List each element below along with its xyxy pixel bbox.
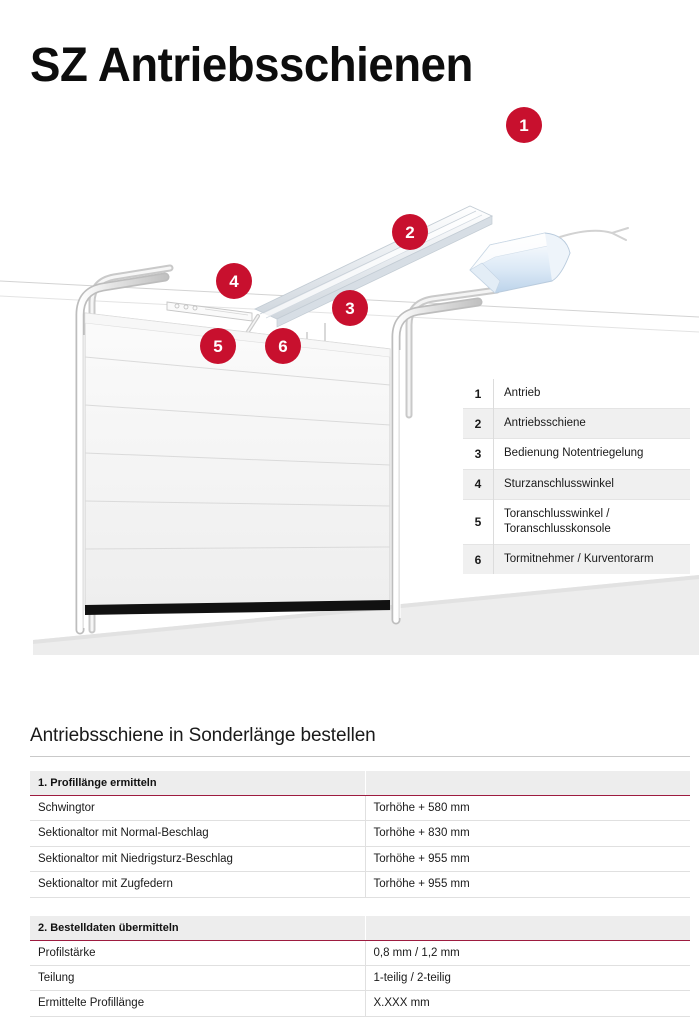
legend-row xyxy=(463,409,690,439)
legend-number: 3 xyxy=(463,439,494,469)
table-row xyxy=(30,846,690,871)
legend-label: Antriebsschiene xyxy=(494,409,691,439)
legend-label: Toranschlusswinkel / Toranschlusskonsole xyxy=(494,499,691,544)
page-title: SZ Antriebsschienen xyxy=(30,39,473,93)
table2-cell-value: 0,8 mm / 1,2 mm xyxy=(365,940,690,965)
callout-badge-3[interactable] xyxy=(332,290,368,326)
section-divider xyxy=(30,756,690,757)
table2-header-col2 xyxy=(365,916,690,941)
table-row xyxy=(30,940,690,965)
door-leaf xyxy=(85,313,390,615)
order-section-title: Antriebsschiene in Sonderlänge bestellen xyxy=(30,725,376,746)
table-header-row xyxy=(30,771,690,796)
table2-cell-value: X.XXX mm xyxy=(365,991,690,1016)
table1-cell-value: Torhöhe + 955 mm xyxy=(365,846,690,871)
table2-header-col1: 2. Bestelldaten übermitteln xyxy=(30,916,365,941)
table1-header-col1: 1. Profillänge ermitteln xyxy=(30,771,365,796)
lintel-bracket xyxy=(167,302,252,321)
callout-badge-4-number: 4 xyxy=(229,271,239,291)
legend-number: 5 xyxy=(463,499,494,544)
illustration-svg xyxy=(0,85,699,665)
table1-cell-value: Torhöhe + 580 mm xyxy=(365,796,690,821)
order-data-table xyxy=(30,916,690,1017)
product-illustration xyxy=(0,85,699,665)
table-row xyxy=(30,796,690,821)
legend-table xyxy=(463,379,690,574)
callout-badge-5-number: 5 xyxy=(213,336,223,356)
legend-number: 4 xyxy=(463,469,494,499)
callout-badge-3-number: 3 xyxy=(345,298,355,318)
profile-length-table xyxy=(30,771,690,898)
table2-cell-label: Ermittelte Profillänge xyxy=(30,991,365,1016)
table2-cell-value: 1-teilig / 2-teilig xyxy=(365,965,690,990)
table-row xyxy=(30,821,690,846)
table1-cell-value: Torhöhe + 830 mm xyxy=(365,821,690,846)
table-row xyxy=(30,991,690,1016)
order-section xyxy=(30,725,690,1035)
legend-label: Sturzanschlusswinkel xyxy=(494,469,691,499)
table1-cell-label: Sektionaltor mit Normal-Beschlag xyxy=(30,821,365,846)
table2-cell-label: Teilung xyxy=(30,965,365,990)
legend-row xyxy=(463,499,690,544)
legend-label: Bedienung Notentriegelung xyxy=(494,439,691,469)
table2-cell-label: Profilstärke xyxy=(30,940,365,965)
table-row xyxy=(30,965,690,990)
table1-cell-label: Schwingtor xyxy=(30,796,365,821)
callout-badge-1[interactable] xyxy=(506,107,542,143)
legend-row xyxy=(463,469,690,499)
callout-badge-2-number: 2 xyxy=(405,222,415,242)
table1-header-col2 xyxy=(365,771,690,796)
callout-badge-2[interactable] xyxy=(392,214,428,250)
callout-badge-6[interactable] xyxy=(265,328,301,364)
legend-row xyxy=(463,439,690,469)
table-row xyxy=(30,872,690,897)
callout-badge-1-number: 1 xyxy=(519,115,529,135)
legend-row xyxy=(463,379,690,409)
callout-badge-6-number: 6 xyxy=(278,336,288,356)
motor-unit xyxy=(470,228,628,293)
table1-cell-label: Sektionaltor mit Zugfedern xyxy=(30,872,365,897)
legend-row xyxy=(463,545,690,575)
callout-badge-5[interactable] xyxy=(200,328,236,364)
legend-label: Antrieb xyxy=(504,387,541,399)
table-header-row xyxy=(30,916,690,941)
legend-number: 6 xyxy=(463,545,494,575)
table1-cell-value: Torhöhe + 955 mm xyxy=(365,872,690,897)
legend-number: 1 xyxy=(463,379,494,409)
callout-badge-4[interactable] xyxy=(216,263,252,299)
table1-cell-label: Sektionaltor mit Niedrigsturz-Beschlag xyxy=(30,846,365,871)
legend-label: Tormitnehmer / Kurventorarm xyxy=(494,545,691,575)
legend-number: 2 xyxy=(463,409,494,439)
